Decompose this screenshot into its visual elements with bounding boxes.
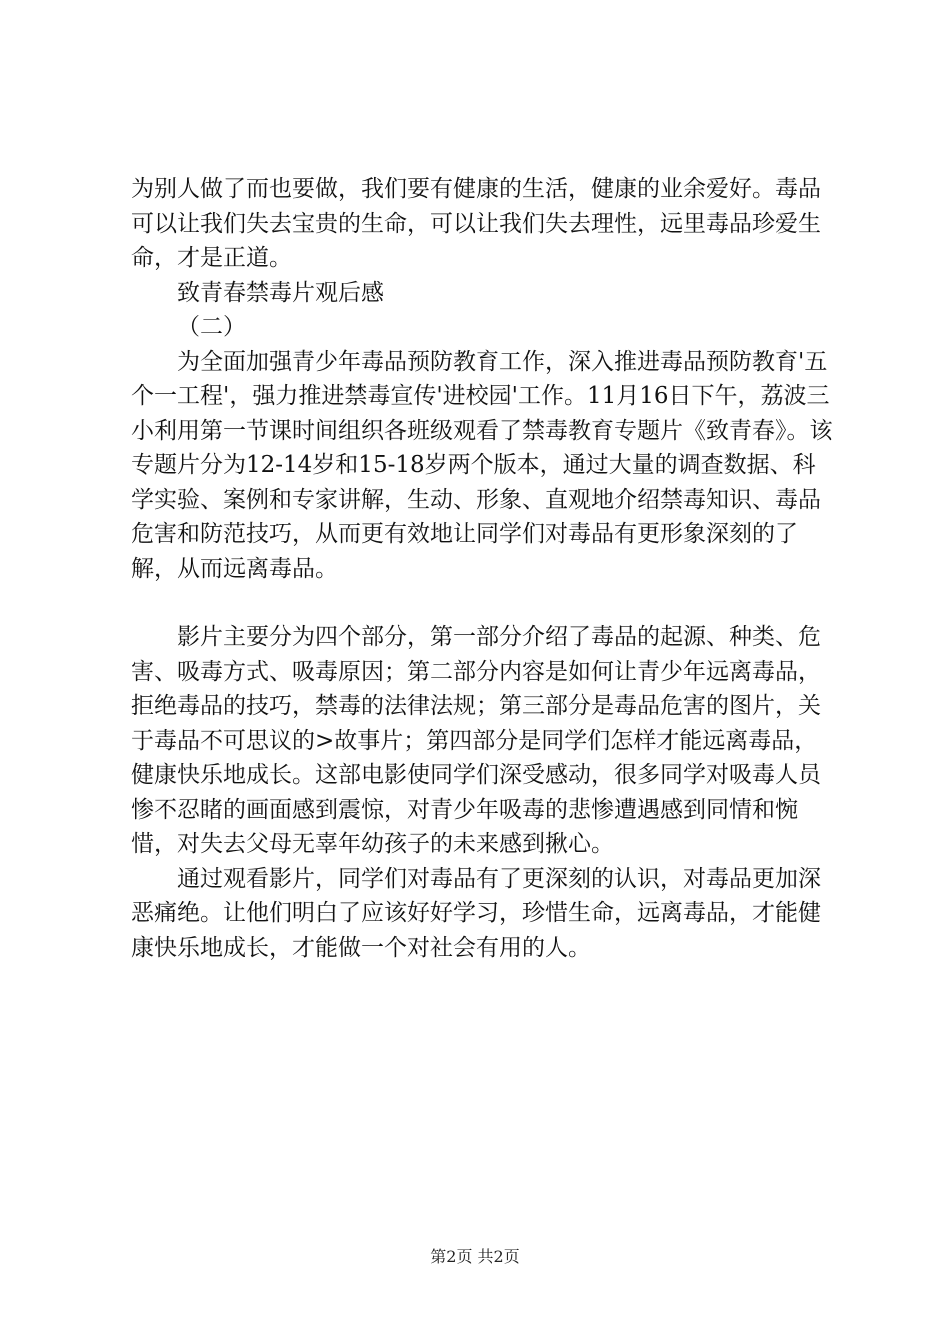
- document-body: [131, 172, 835, 965]
- section-number: （二）: [177, 314, 246, 340]
- page-footer: 第2页 共2页: [430, 1247, 520, 1266]
- paragraph-intro: 为全面加强青少年毒品预防教育工作，深入推进毒品预防教育'五个一工程'，强力推进禁毒宣传'进校园'工作。11月16日下午，荔波三小利用第一节课时间组织各班级观看了禁毒教育专题片《致青春》。该专题片分为12-14岁和15-18岁两个版本，通过大量的调查数据、科学实验、案例和专家讲解，生动、形象、直观地介绍禁毒知识、毒品危害和防范技巧，从而更有效地让同学们对毒品有更形象深刻的了解，从而远离毒品。: [131, 348, 833, 582]
- section-title: 致青春禁毒片观后感: [177, 279, 384, 306]
- paragraph-conclusion: 通过观看影片，同学们对毒品有了更深刻的认识，对毒品更加深恶痛绝。让他们明白了应该好好学习，珍惜生命，远离毒品，才能健康快乐地成长，才能做一个对社会有用的人。: [131, 865, 821, 961]
- paragraph-film-parts: 影片主要分为四个部分，第一部分介绍了毒品的起源、种类、危害、吸毒方式、吸毒原因；第二部分内容是如何让青少年远离毒品，拒绝毒品的技巧，禁毒的法律法规；第三部分是毒品危害的图片，关于毒品不可思议的>故事片；第四部分是同学们怎样才能远离毒品，健康快乐地成长。这部电影使同学们深受感动，很多同学对吸毒人员惨不忍睹的画面感到震惊，对青少年吸毒的悲惨遭遇感到同情和惋惜，对失去父母无辜年幼孩子的未来感到揪心。: [131, 624, 821, 857]
- paragraph-continuation: 为别人做了而也要做，我们要有健康的生活，健康的业余爱好。毒品可以让我们失去宝贵的生命，可以让我们失去理性，远里毒品珍爱生命，才是正道。: [131, 176, 821, 271]
